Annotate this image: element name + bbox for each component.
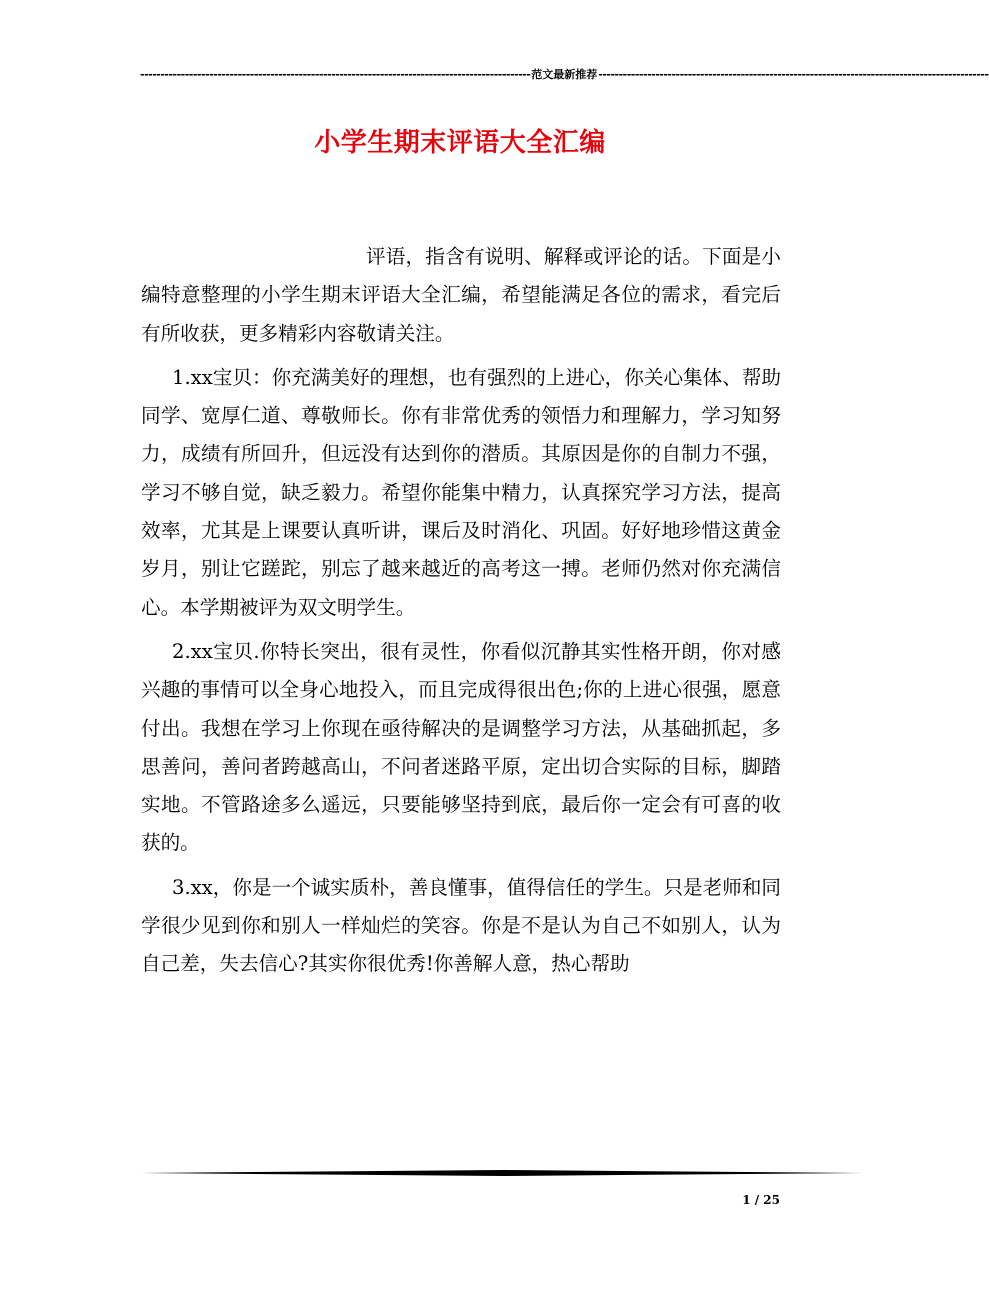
comment-paragraph-2: 2.xx宝贝.你特长突出，很有灵性，你看似沉静其实性格开朗，你对感兴趣的事情可以全身心地投入，而且完成得很出色;你的上进心很强，愿意付出。我想在学习上你现在亟待解决的是调整学习方法，从基础抓起，多思善问，善问者跨越高山，不问者迷路平原，定出切合实际的目标，脚踏实地。不管路途多么遥远，只要能够坚持到底，最后你一定会有可喜的收获的。 — [141, 639, 781, 855]
header-dashes-right: ------------------------------------------------------------------------------------------------ — [598, 67, 989, 81]
page-number: 1 / 25 — [742, 1193, 780, 1207]
document-title: 小学生期末评语大全汇编 — [314, 128, 606, 158]
comment-paragraph-1: 1.xx宝贝：你充满美好的理想，也有强烈的上进心，你关心集体、帮助同学、宽厚仁道、尊敬师长。你有非常优秀的领悟力和理解力，学习知努力，成绩有所回升，但远没有达到你的潜质。其原因是你的自制力不强，学习不够自觉，缺乏毅力。希望你能集中精力，认真探究学习方法，提高效率，尤其是上课要认真听讲，课后及时消化、巩固。好好地珍惜这黄金岁月，别让它蹉跎，别忘了越来越近的高考这一搏。老师仍然对你充满信心。本学期被评为双文明学生。 — [141, 365, 782, 619]
header-label: 范文最新推荐 — [531, 68, 598, 81]
intro-paragraph: 评语，指含有说明、解释或评论的话。下面是小编特意整理的小学生期末评语大全汇编，希望能满足各位的需求，看完后有所收获，更多精彩内容敬请关注。 — [141, 245, 781, 345]
document-body — [141, 238, 781, 984]
comment-paragraph-3: 3.xx，你是一个诚实质朴，善良懂事，值得信任的学生。只是老师和同学很少见到你和别人一样灿烂的笑容。你是不是认为自己不如别人，认为自己差，失去信心?其实你很优秀!你善解人意，热心帮助 — [141, 875, 782, 976]
page-header — [140, 66, 989, 82]
header-dashes-left: ------------------------------------------------------------------------------------------------ — [140, 67, 531, 81]
footer-rule — [141, 1170, 863, 1176]
